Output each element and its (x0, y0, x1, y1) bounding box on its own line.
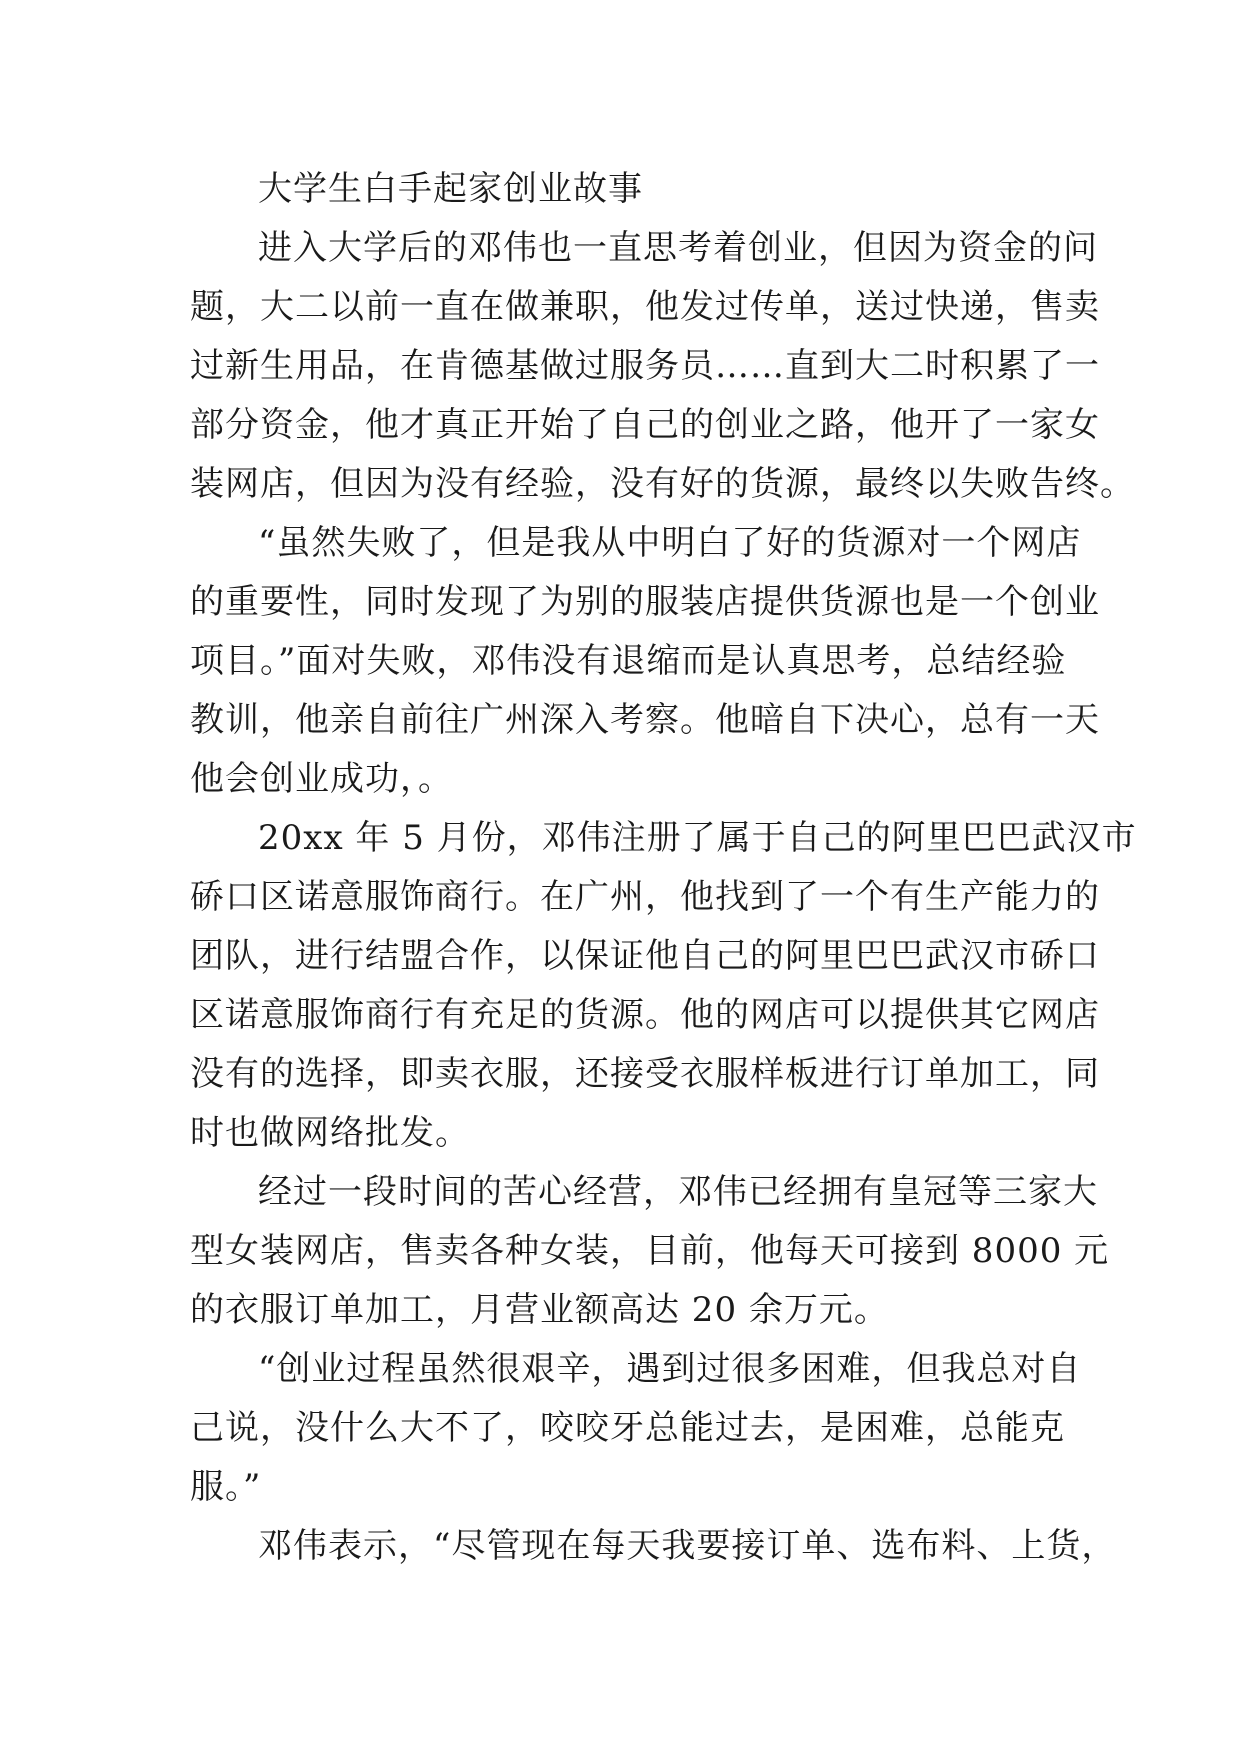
paragraph-line: 20xx 年 5 月份，邓伟注册了属于自己的阿里巴巴武汉市 (258, 818, 1137, 858)
document-body (190, 160, 1137, 1576)
paragraph-line: 题，大二以前一直在做兼职，他发过传单，送过快递，售卖 (190, 287, 1100, 327)
paragraph-line: 他会创业成功，。 (190, 759, 453, 799)
paragraph-line: 团队，进行结盟合作，以保证他自己的阿里巴巴武汉市硚口 (190, 936, 1100, 976)
paragraph-line: 项目。”面对失败，邓伟没有退缩而是认真思考，总结经验 (190, 641, 1067, 681)
paragraph-line: 没有的选择，即卖衣服，还接受衣服样板进行订单加工，同 (190, 1054, 1100, 1094)
paragraph-line: 部分资金，他才真正开始了自己的创业之路，他开了一家女 (190, 405, 1100, 445)
paragraph-line: 服。” (190, 1467, 262, 1507)
paragraph-line: 进入大学后的邓伟也一直思考着创业，但因为资金的问 (258, 228, 1098, 268)
paragraph-line: 过新生用品，在肯德基做过服务员……直到大二时积累了一 (190, 346, 1100, 386)
paragraph-line: 经过一段时间的苦心经营，邓伟已经拥有皇冠等三家大 (258, 1172, 1098, 1212)
paragraph-line: “创业过程虽然很艰辛，遇到过很多困难，但我总对自 (258, 1349, 1082, 1389)
document-title: 大学生白手起家创业故事 (258, 169, 643, 209)
paragraph-line: 装网店，但因为没有经验，没有好的货源，最终以失败告终。 (190, 464, 1135, 504)
paragraph-line: “虽然失败了，但是我从中明白了好的货源对一个网店 (258, 523, 1082, 563)
paragraph-line: 的重要性，同时发现了为别的服装店提供货源也是一个创业 (190, 582, 1100, 622)
paragraph-line: 教训，他亲自前往广州深入考察。他暗自下决心，总有一天 (190, 700, 1100, 740)
paragraph-line: 邓伟表示，“尽管现在每天我要接订单、选布料、上货， (258, 1526, 1117, 1566)
paragraph-line: 时也做网络批发。 (190, 1113, 470, 1153)
paragraph-line: 区诺意服饰商行有充足的货源。他的网店可以提供其它网店 (190, 995, 1100, 1035)
paragraph-line: 硚口区诺意服饰商行。在广州，他找到了一个有生产能力的 (190, 877, 1100, 917)
paragraph-line: 的衣服订单加工，月营业额高达 20 余万元。 (190, 1290, 889, 1330)
paragraph-line: 己说，没什么大不了，咬咬牙总能过去，是困难，总能克 (190, 1408, 1065, 1448)
paragraph-line: 型女装网店，售卖各种女装，目前，他每天可接到 8000 元 (190, 1231, 1110, 1271)
